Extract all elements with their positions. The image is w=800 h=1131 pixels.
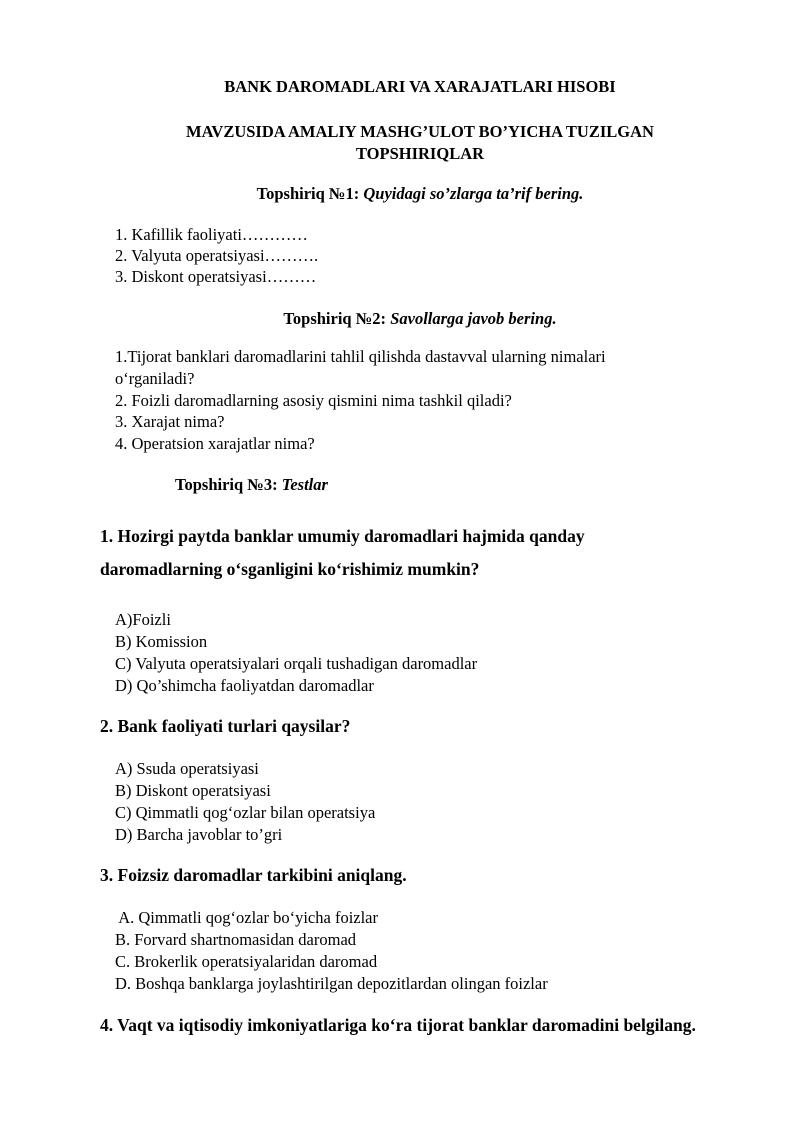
question-2-option: B) Diskont operatsiyasi [115,781,271,800]
question-1-option: C) Valyuta operatsiyalari orqali tushadigan daromadlar [115,654,478,673]
task3-label: Topshiriq №3: [175,475,278,494]
task2-item: o‘rganiladi? [115,369,195,388]
question-3-option: A. Qimmatli qog‘ozlar bo‘yicha foizlar [115,908,379,927]
question-3-option: D. Boshqa banklarga joylashtirilgan depozitlardan olingan foizlar [115,974,548,993]
task2-item: 2. Foizli daromadlarning asosiy qismini nima tashkil qiladi? [115,391,512,410]
question-1-text: daromadlarning o‘sganligini ko‘rishimiz mumkin? [100,559,480,579]
question-4-text: 4. Vaqt va iqtisodiy imkoniyatlariga ko‘ra tijorat banklar daromadini belgilang. [100,1015,696,1035]
task1-item: 3. Diskont operatsiyasi……… [115,267,317,286]
question-2-option: A) Ssuda operatsiyasi [115,759,259,778]
question-2-option: C) Qimmatli qog‘ozlar bilan operatsiya [115,803,376,822]
question-1-option: B) Komission [115,632,208,651]
question-1-option: A)Foizli [115,610,171,629]
question-3-option: B. Forvard shartnomasidan daromad [115,930,357,949]
question-3-text: 3. Foizsiz daromadlar tarkibini aniqlang. [100,865,407,885]
document-title-line-2: MAVZUSIDA AMALIY MASHG’ULOT BO’YICHA TUZILGAN [186,122,654,141]
task2-item: 4. Operatsion xarajatlar nima? [115,434,315,453]
task3-heading [175,475,328,495]
task2-heading [0,309,800,329]
task2-label: Topshiriq №2: [283,309,387,328]
question-1-option: D) Qo’shimcha faoliyatdan daromadlar [115,676,374,695]
task2-item: 1.Tijorat banklari daromadlarini tahlil qilishda dastavval ularning nimalari [115,347,606,366]
question-2-option: D) Barcha javoblar to’gri [115,825,283,844]
document-title-line-3: TOPSHIRIQLAR [355,144,485,163]
question-1-text: 1. Hozirgi paytda banklar umumiy daromadlari hajmida qanday [100,526,585,546]
question-2-text: 2. Bank faoliyati turlari qaysilar? [100,716,351,736]
task1-heading [0,184,800,204]
task2-item: 3. Xarajat nima? [115,412,225,431]
task3-instruction: Testlar [281,475,328,494]
task1-label: Topshiriq №1: [256,184,360,203]
task2-instruction: Savollarga javob bering. [390,309,557,328]
document-title-line-1: BANK DAROMADLARI VA XARAJATLARI HISOBI [224,77,616,96]
task1-instruction: Quyidagi so’zlarga ta’rif bering. [363,184,584,203]
task1-item: 1. Kafillik faoliyati………… [115,225,308,244]
question-3-option: C. Brokerlik operatsiyalaridan daromad [115,952,378,971]
task1-item: 2. Valyuta operatsiyasi………. [115,246,319,265]
